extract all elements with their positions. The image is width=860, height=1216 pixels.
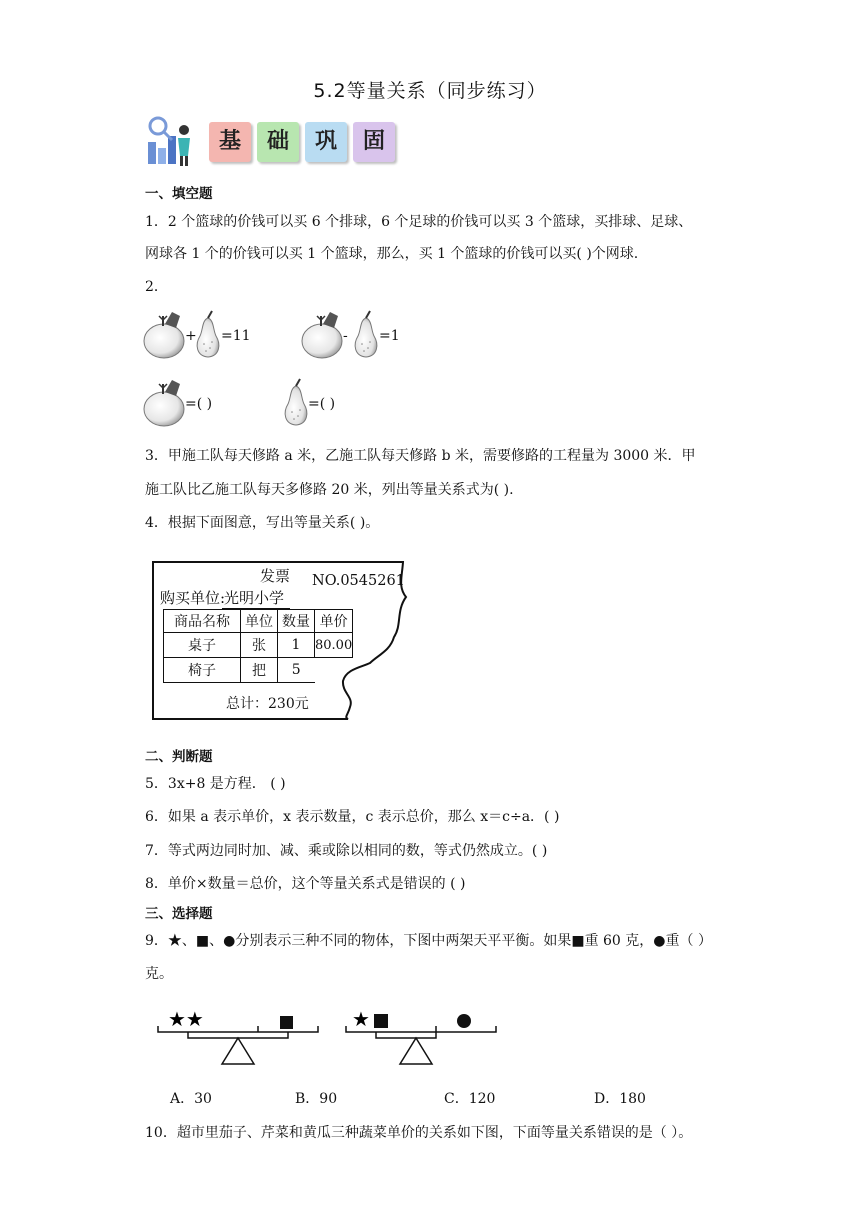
table-header: 单价 [315,610,353,633]
apple-icon [300,310,346,360]
q1-line2: 网球各 1 个的价钱可以买 1 个篮球，那么，买 1 个篮球的价钱可以买( )个网球. [145,246,639,262]
study-icon [144,116,200,168]
star-icon: ★ [352,1007,370,1031]
table-header: 商品名称 [164,610,241,633]
balance-scale-1 [158,1007,318,1064]
q9-line1: 9．★、■、●分别表示三种不同的物体，下图中两架天平平衡。如果■重 60 克，●重（ ） [145,933,712,949]
invoice-table [163,609,353,683]
q7-text: 7．等式两边同时加、减、乘或除以相同的数，等式仍然成立。( ) [145,843,548,859]
table-cell: 张 [241,633,278,658]
star-icon: ★★ [168,1007,204,1031]
eq1-result: =11 [221,328,251,344]
apple-icon [142,310,188,360]
option-a[interactable]: A．30 [170,1091,212,1107]
pear-icon [192,310,224,360]
table-cell: 1 [278,633,315,658]
section-choice-heading: 三、选择题 [145,906,213,922]
invoice-number: NO.0545261 [312,573,405,589]
table-cell: 把 [241,658,278,683]
option-c[interactable]: C．120 [444,1091,496,1107]
table-header: 单位 [241,610,278,633]
square-icon [374,1014,388,1028]
banner-char-4: 固 [353,122,395,162]
banner-char-3: 巩 [305,122,347,162]
eq1-operator: + [185,328,197,344]
q2-number: 2． [145,279,168,295]
table-cell: 5 [278,658,315,683]
invoice-total: 总计：230元 [226,696,309,712]
section-fill-heading: 一、填空题 [145,186,213,202]
invoice-buyer-label: 购买单位: [160,589,226,607]
q8-text: 8．单价×数量＝总价，这个等量关系式是错误的 ( ) [145,876,466,892]
pear-answer: =( ) [308,396,336,412]
invoice-buyer: 光明小学 [222,587,290,609]
balance-scale-2 [346,1007,496,1064]
q4-text: 4．根据下面图意，写出等量关系( )。 [145,515,380,531]
table-cell: 桌子 [164,633,241,658]
q10-text: 10．超市里茄子、芹菜和黄瓜三种蔬菜单价的关系如下图，下面等量关系错误的是（ ）。 [145,1125,693,1141]
square-icon [280,1016,293,1029]
table-cell: 80.00 [315,633,353,658]
balance-scales-figure [150,1002,510,1072]
q3-line1: 3．甲施工队每天修路 a 米，乙施工队每天修路 b 米，需要修路的工程量为 3000 米．甲 [145,448,696,464]
page-title: 5.2等量关系（同步练习） [313,80,547,102]
invoice-title: 发票 [260,567,291,585]
banner-char-1: 基 [209,122,251,162]
eq2-operator: - [343,328,348,344]
banner-char-2: 础 [257,122,299,162]
q9-line2: 克。 [145,966,173,982]
circle-icon [457,1014,471,1028]
q3-line2: 施工队比乙施工队每天多修路 20 米，列出等量关系式为( ). [145,482,514,498]
table-header: 数量 [278,610,315,633]
pear-icon [350,310,382,360]
apple-answer: =( ) [185,396,213,412]
option-d[interactable]: D．180 [594,1091,646,1107]
table-cell [315,658,353,683]
invoice-figure [150,559,412,721]
section-judge-heading: 二、判断题 [145,749,213,765]
q6-text: 6．如果 a 表示单价，x 表示数量，c 表示总价，那么 x＝c÷a．( ) [145,809,560,825]
option-b[interactable]: B．90 [295,1091,338,1107]
q1-line1: 1．2 个篮球的价钱可以买 6 个排球，6 个足球的价钱可以买 3 个篮球，买排球、足球、 [145,214,693,230]
q5-text: 5．3x+8 是方程． ( ) [145,776,286,792]
eq2-result: =1 [379,328,400,344]
table-cell: 椅子 [164,658,241,683]
apple-icon [142,378,188,428]
